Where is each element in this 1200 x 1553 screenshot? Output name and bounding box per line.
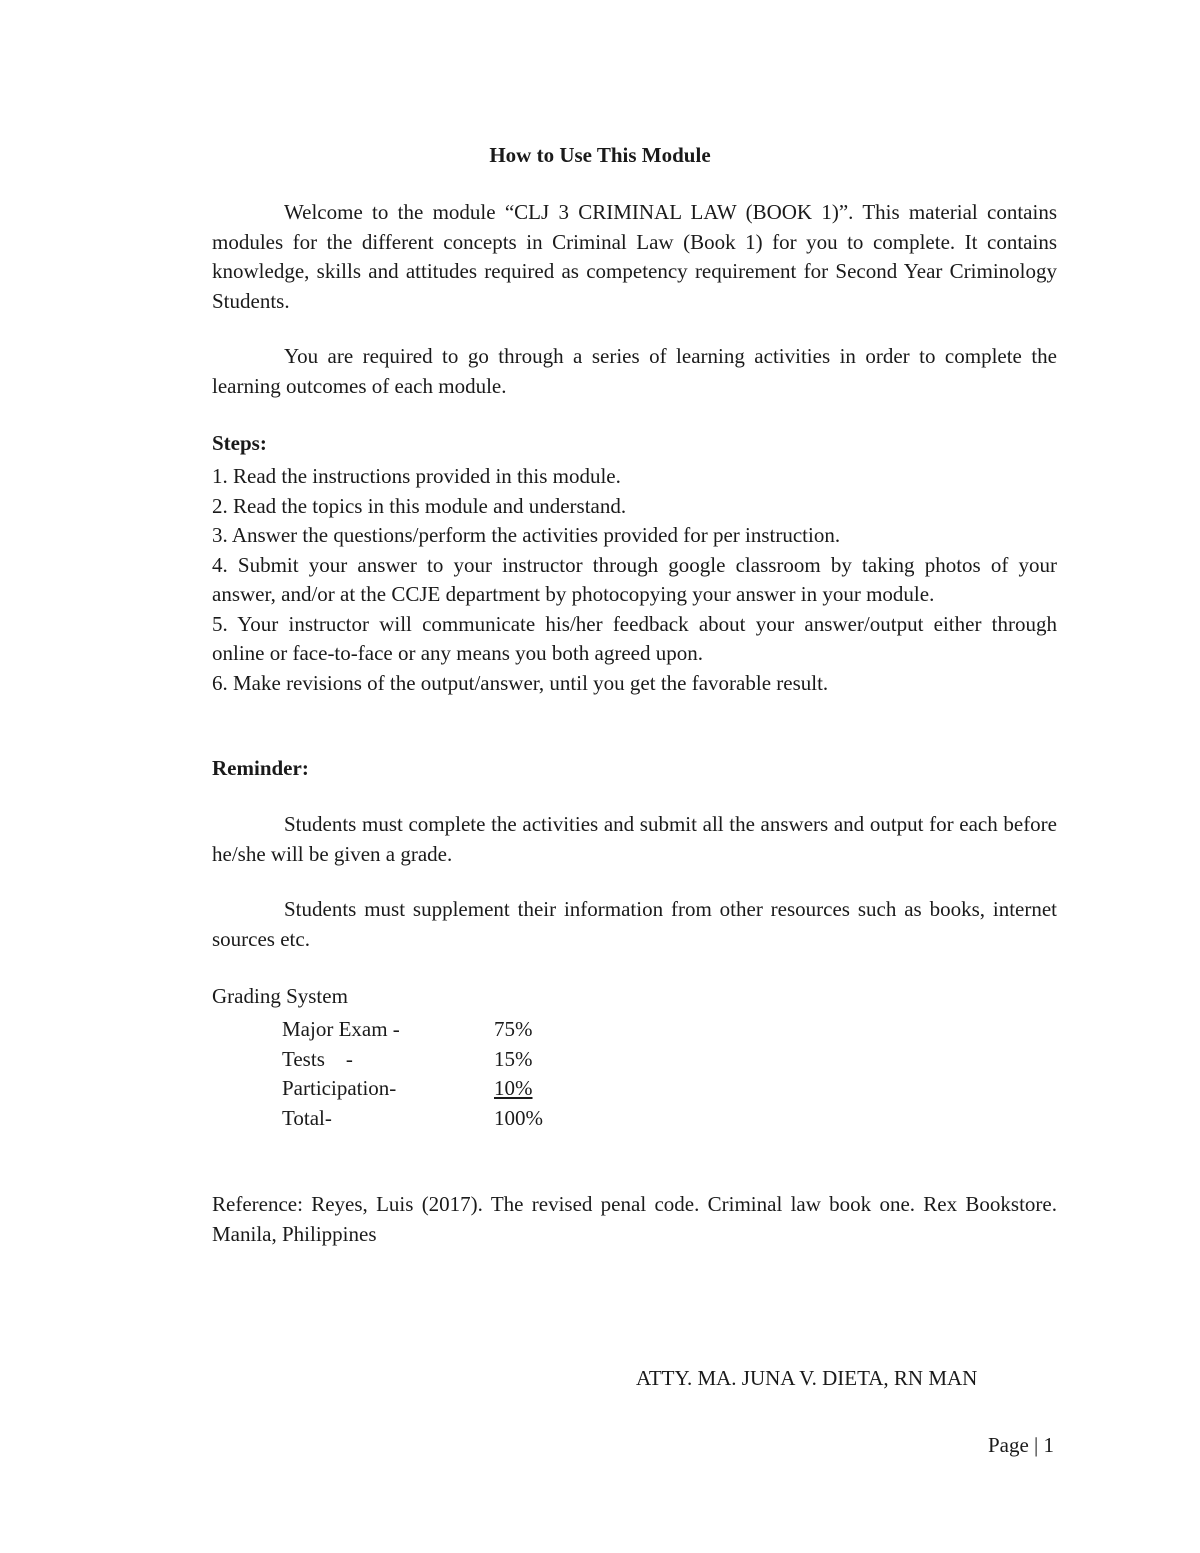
grading-row (282, 1045, 543, 1075)
step-item: 3. Answer the questions/perform the activities provided for per instruction. (212, 523, 841, 547)
steps-heading: Steps: (212, 431, 267, 455)
grading-row (282, 1074, 543, 1104)
grading-row (282, 1015, 543, 1045)
reminder-paragraph: Students must supplement their information from other resources such as books, internet sources etc. (212, 897, 1057, 951)
reference-text: Reference: Reyes, Luis (2017). The revised penal code. Criminal law book one. Rex Bookstore. Manila, Philippines (212, 1192, 1057, 1246)
page-title: How to Use This Module (489, 143, 711, 167)
grading-system-title: Grading System (212, 984, 348, 1008)
author-signature: ATTY. MA. JUNA V. DIETA, RN MAN (636, 1366, 978, 1390)
page-number-footer: Page | 1 (987, 1433, 1054, 1457)
grading-value: 15% (494, 1046, 533, 1071)
reminder-heading: Reminder: (212, 756, 309, 780)
reminder-paragraph: Students must complete the activities and submit all the answers and output for each before he/she will be given a grade. (212, 812, 1057, 866)
step-item: 1. Read the instructions provided in this module. (212, 464, 621, 488)
grading-label: Tests - (282, 1046, 353, 1071)
grading-label: Total- (282, 1105, 332, 1130)
grading-row (282, 1104, 543, 1134)
step-item: 6. Make revisions of the output/answer, until you get the favorable result. (212, 670, 829, 695)
step-item: 5. Your instructor will communicate his/her feedback about your answer/output either through online or face-to-face or any means you both agreed upon. (212, 611, 1057, 665)
required-paragraph: You are required to go through a series of learning activities in order to complete the learning outcomes of each module. (212, 344, 1057, 398)
grading-label: Participation- (282, 1076, 397, 1100)
step-item: 2. Read the topics in this module and understand. (212, 493, 627, 518)
steps-list (212, 462, 1057, 698)
intro-paragraph: Welcome to the module “CLJ 3 CRIMINAL LAW (BOOK 1)”. This material contains modules for the different concepts in Criminal Law (Book 1) for you to complete. It contains knowledge, skills and attitudes required as competency requirement for Second Year Criminology Students. (212, 200, 1057, 313)
grading-value: 100% (494, 1105, 543, 1130)
step-item: 4. Submit your answer to your instructor through google classroom by taking photos of your answer, and/or at the CCJE department by photocopying your answer in your module. (212, 552, 1057, 606)
grading-label: Major Exam - (282, 1017, 400, 1041)
grading-table (282, 1015, 543, 1133)
grading-value: 10% (494, 1076, 533, 1100)
grading-value: 75% (494, 1017, 533, 1041)
